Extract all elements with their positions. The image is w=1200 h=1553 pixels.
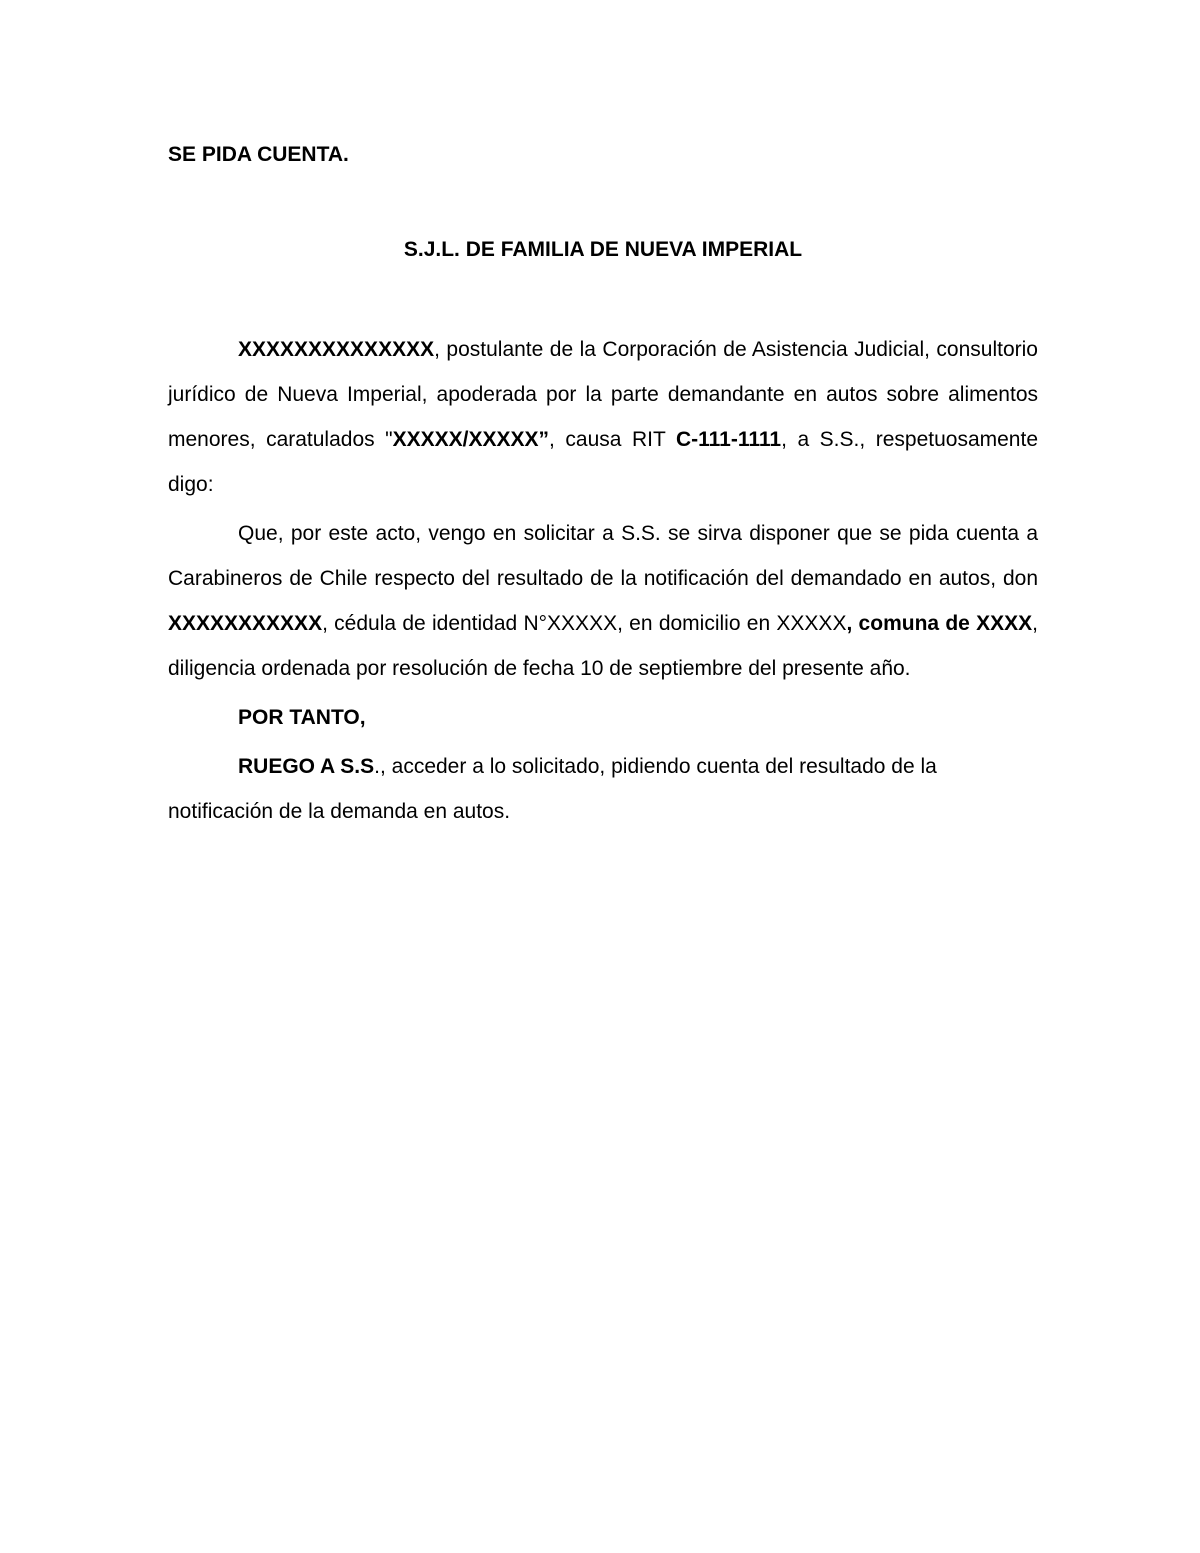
document-body	[168, 327, 1038, 834]
petition-text: ., acceder a lo solicitado, pidiendo cuenta del resultado de la notificación de la demanda en autos.	[168, 755, 937, 823]
appearance-paragraph	[168, 327, 1038, 507]
case-caption: XXXXX/XXXXX”	[392, 428, 550, 451]
request-paragraph	[168, 511, 1038, 691]
request-text-2: , cédula de identidad N°XXXXX, en domicilio en XXXXX	[322, 612, 847, 635]
document-sumilla: SE PIDA CUENTA.	[168, 143, 349, 166]
defendant-name: XXXXXXXXXXX	[168, 612, 323, 635]
request-text-1: Que, por este acto, vengo en solicitar a S.S. se sirva disponer que se pida cuenta a Carabineros de Chile respecto del resultado de la notificación del demandado en autos, don	[168, 522, 1038, 590]
appearance-text-2: , causa RIT	[549, 428, 676, 451]
petition-label: RUEGO A S.S	[238, 755, 375, 778]
appearance-text-3: , a S.S., respetuosamente digo:	[168, 428, 1038, 496]
petition-paragraph	[168, 744, 1038, 834]
defendant-commune: , comuna de XXXX	[846, 612, 1033, 635]
por-tanto-label: POR TANTO,	[238, 706, 366, 729]
attorney-name: XXXXXXXXXXXXXX	[238, 338, 435, 361]
appearance-text-1: , postulante de la Corporación de Asistencia Judicial, consultorio jurídico de Nueva Imperial, apoderada por la parte demandante en autos sobre alimentos menores, caratulados "	[168, 338, 1038, 451]
por-tanto-paragraph	[168, 695, 1038, 740]
case-rit: C-111-1111	[675, 428, 782, 451]
court-heading: S.J.L. DE FAMILIA DE NUEVA IMPERIAL	[403, 238, 803, 261]
request-text-3: , diligencia ordenada por resolución de fecha 10 de septiembre del presente año.	[168, 612, 1038, 680]
